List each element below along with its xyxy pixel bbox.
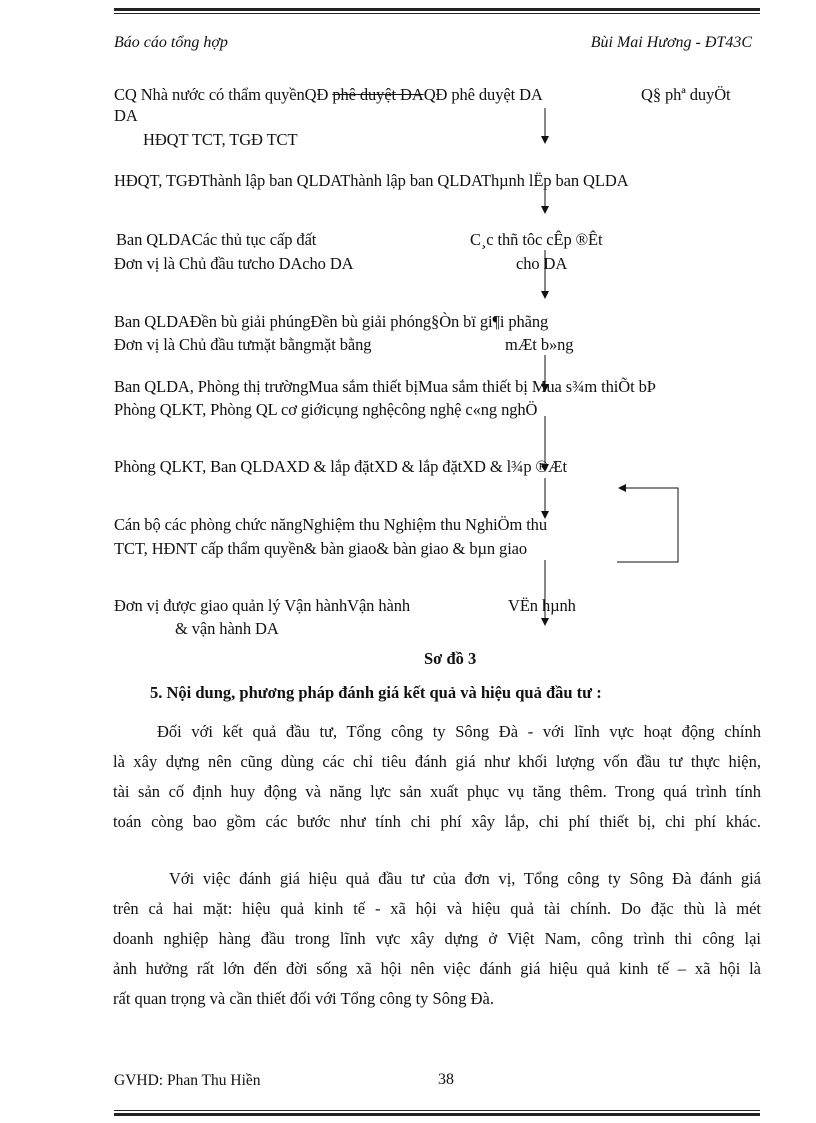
diagram-row3a: Ban QLDACác thủ tục cấp đất [116, 230, 317, 249]
header-left: Báo cáo tổng hợp [114, 34, 228, 51]
para1-line: toán còng bao gồm các bước như tính chi phí xây lắp, chi phí thiết bị, chi phí khác. [113, 812, 761, 831]
diagram-row4a: Ban QLDAĐền bù giải phúngĐền bù giải phóng§Òn bï gi¶i phãng [114, 312, 549, 331]
header-right: Bùi Mai Hương - ĐT43C [590, 34, 752, 51]
row1-garbled: Q§ phª duyÖt [641, 85, 731, 104]
diagram-row3a-garbled: C¸c thñ tôc cÊp ®Êt [470, 230, 603, 249]
diagram-row4b: Đơn vị là Chủ đầu tưmặt bằngmặt bằng [114, 335, 372, 354]
row1-a: CQ Nhà nước có thẩm quyềnQĐ [114, 85, 333, 104]
para1-line: Đối với kết quả đầu tư, Tổng công ty Sông Đà - với lĩnh vực hoạt động chính [157, 722, 761, 741]
paragraph-2 [113, 864, 761, 1014]
diagram-row5a: Ban QLDA, Phòng thị trườngMua sắm thiết bịMua sắm thiết bị Mua s¾m thiÕt bÞ [114, 377, 656, 396]
para2-line: ảnh hưởng rất lớn đến đời sống xã hội nên việc đánh giá hiệu quả kinh tế – xã hội là [113, 959, 761, 978]
section-heading: 5. Nội dung, phương pháp đánh giá kết quả và hiệu quả đầu tư : [150, 683, 602, 702]
diagram-row7a: Cán bộ các phòng chức năngNghiệm thu Nghiệm thu NghiÖm thu [114, 515, 547, 534]
diagram-row8a: Đơn vị được giao quản lý Vận hànhVận hành [114, 596, 411, 615]
para2-line: trên cả hai mặt: hiệu quả kinh tế - xã hội và hiệu quả tài chính. Do đặc thù là mét [113, 899, 761, 918]
diagram-row3b: Đơn vị là Chủ đầu tưcho DAcho DA [114, 254, 354, 273]
diagram-row7b: TCT, HĐNT cấp thẩm quyền& bàn giao& bàn giao & bµn giao [114, 539, 528, 558]
para2-line: rất quan trọng và cần thiết đối với Tổng công ty Sông Đà. [113, 989, 494, 1008]
row1-strike: phê duyệt ĐA [332, 85, 424, 104]
row1-b: QĐ phê duyệt DA [423, 85, 543, 104]
footer-advisor: GVHD: Phan Thu Hiền [114, 1072, 261, 1089]
diagram-row4b-garbled: mÆt b»ng [505, 335, 574, 354]
row1-cont: DA [114, 106, 138, 125]
diagram-row3b-garbled: cho DA [516, 254, 568, 273]
footer-rule-thick [114, 1113, 760, 1116]
paragraph-1 [113, 717, 761, 837]
diagram-row8b: & vận hành DA [175, 619, 279, 638]
feedback-loop [617, 488, 678, 562]
footer-page-number: 38 [438, 1071, 454, 1088]
diagram-row1b: HĐQT TCT, TGĐ TCT [143, 130, 298, 149]
diagram-caption: Sơ đồ 3 [424, 649, 477, 668]
para1-line: là xây dựng nên cũng dùng các chỉ tiêu đánh giá như khối lượng vốn đầu tư thực hiện, [113, 752, 761, 771]
diagram-row5b: Phòng QLKT, Phòng QL cơ giớicụng nghệcông nghệ c«ng nghÖ [114, 400, 538, 419]
footer-rule-thin [114, 1110, 760, 1111]
diagram-row2: HĐQT, TGĐThành lập ban QLDAThành lập ban QLDAThµnh lËp ban QLDA [114, 171, 629, 190]
diagram-row6: Phòng QLKT, Ban QLDAXD & lắp đặtXD & lắp đặtXD & l¾p ®Æt [114, 457, 568, 476]
diagram-row8a-garbled: VËn hµnh [508, 596, 576, 615]
para1-line: tài sản cố định huy động và năng lực sản xuất phục vụ tăng thêm. Trong quá trình tính [113, 782, 761, 801]
para2-line: Với việc đánh giá hiệu quả đầu tư của đơn vị, Tổng công ty Sông Đà đánh giá [169, 869, 761, 888]
para2-line: doanh nghiệp hàng đầu trong lĩnh vực xây dựng ở Việt Nam, công trình thi công lại [113, 929, 761, 948]
